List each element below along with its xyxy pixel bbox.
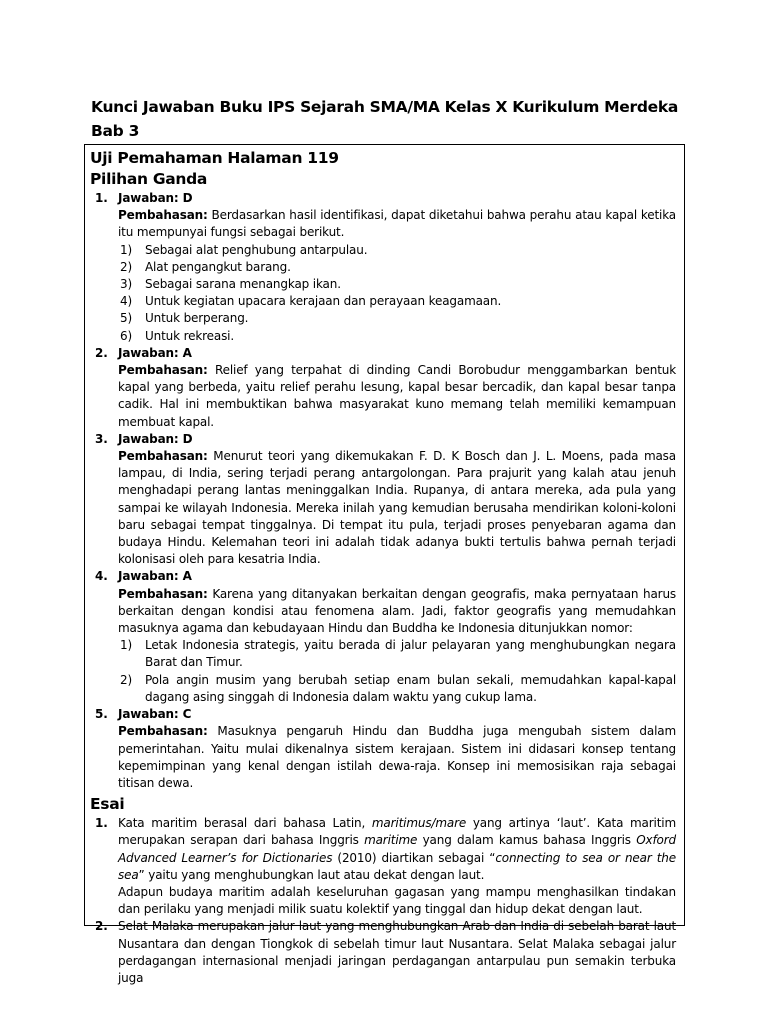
- esai-question-2: [90, 918, 676, 987]
- list-item-text: Letak Indonesia strategis, yaitu berada di jalur pelayaran yang menghubungkan negara Barat dan Timur.: [145, 638, 676, 670]
- explanation-text: Karena yang ditanyakan berkaitan dengan geografis, maka pernyataan harus berkaitan dengan kondisi atau fenomena alam. Jadi, faktor geografis yang memudahkan masuknya agama dan kebudayaan Hindu dan Buddha ke Indonesia ditunjukkan nomor:: [118, 586, 676, 636]
- list-item: [118, 328, 676, 345]
- text-run: yang artinya ‘laut’. Kata maritim merupakan serapan dari bahasa Inggris: [118, 816, 677, 848]
- explanation-text: Menurut teori yang dikemukakan F. D. K Bosch dan J. L. Moens, pada masa lampau, di India, sering terjadi perang antargolongan. Para prajurit yang kalah atau jenuh menghadapi perang lantas meninggalkan India. Rupanya, di antara mereka, ada pula yang sampai ke wilayah Indonesia. Mereka inilah yang kemudian berusaha mendirikan koloni-koloni baru sebagai tempat tinggalnya. Di tempat itu pula, terjadi proses penyebaran agama dan budaya Hindu. Kelemahan teori ini adalah tidak adanya bukti tertulis bahwa pernah terjadi kolonisasi oleh para kesatria India.: [118, 449, 676, 567]
- italic-term: maritimus/mare: [371, 816, 467, 831]
- italic-term: Oxford Advanced Learner’s for Dictionaries: [118, 833, 676, 865]
- answer-label: Jawaban: A: [118, 345, 192, 360]
- text-run: Kata maritim berasal dari bahasa Latin,: [118, 816, 372, 831]
- explanation: [118, 723, 676, 792]
- list-item-text: Sebagai sarana menangkap ikan.: [145, 277, 341, 292]
- content-box: [84, 144, 685, 985]
- list-item-number: 4): [120, 294, 133, 309]
- question-number: 1.: [95, 816, 108, 831]
- text-run: yang dalam kamus bahasa Inggris: [417, 833, 637, 848]
- question-2: [90, 345, 676, 431]
- list-item: [118, 310, 676, 327]
- title-line-2: Bab 3: [91, 122, 140, 140]
- pembahasan-label: Pembahasan:: [118, 449, 208, 464]
- question-number: 2.: [95, 345, 108, 360]
- question-number: 2.: [95, 919, 108, 934]
- text-run: (2010) diartikan sebagai “: [332, 850, 496, 865]
- section-subheading: Pilihan Ganda: [90, 170, 208, 188]
- list-item-number: 3): [120, 277, 133, 292]
- question-number: 3.: [95, 431, 108, 446]
- question-number: 1.: [95, 191, 108, 205]
- answer-label: Jawaban: D: [118, 191, 193, 205]
- esai-answer: Selat Malaka merupakan jalur laut yang menghubungkan Arab dan India di sebelah barat laut Nusantara dan dengan Tiongkok di sebelah timur laut Nusantara. Selat Malaka sebagai jalur perdagangan internasional menjadi jaringan perdagangan antarpulau pun semakin terbuka juga: [118, 919, 676, 985]
- answer-label: Jawaban: D: [118, 431, 193, 446]
- list-item-text: Alat pengangkut barang.: [145, 259, 291, 274]
- explanation: [118, 448, 676, 568]
- pembahasan-label: Pembahasan:: [118, 208, 208, 223]
- list-item-number: 1): [120, 242, 133, 257]
- esai-answer: [118, 815, 676, 884]
- pembahasan-label: Pembahasan:: [118, 586, 208, 601]
- explanation: [118, 207, 676, 241]
- list-item: [118, 293, 676, 310]
- question-1: [90, 190, 676, 345]
- list-item-number: 1): [120, 638, 133, 653]
- esai-question-1: [90, 815, 676, 918]
- list-item-text: Untuk kegiatan upacara kerajaan dan perayaan keagamaan.: [145, 294, 502, 309]
- list-item-number: 5): [120, 311, 133, 326]
- list-item: [118, 276, 676, 293]
- answer-label: Jawaban: C: [118, 707, 192, 722]
- question-number: 4.: [95, 569, 108, 584]
- title-line-1: Kunci Jawaban Buku IPS Sejarah SMA/MA Kelas X Kurikulum Merdeka: [91, 98, 679, 116]
- list-item-text: Sebagai alat penghubung antarpulau.: [145, 242, 368, 257]
- list-item-number: 6): [120, 328, 133, 343]
- esai-answer-paragraph-2: Adapun budaya maritim adalah keseluruhan gagasan yang mampu menghasilkan tindakan dan perilaku yang menjadi milik suatu kolektif yang tinggal dan hidup dekat dengan laut.: [118, 884, 676, 917]
- question-3: [90, 431, 676, 569]
- document-title: [91, 95, 678, 143]
- list-item: [118, 672, 676, 706]
- question-4: [90, 568, 676, 706]
- section-heading: Uji Pemahaman Halaman 119: [90, 149, 339, 167]
- explanation: [118, 362, 676, 431]
- explanation-text: Masuknya pengaruh Hindu dan Buddha juga mengubah sistem dalam pemerintahan. Yaitu mulai dikenalnya sistem kerajaan. Sistem ini didasari konsep tentang kepemimpinan yang kenal dengan istilah dewa-raja. Konsep ini memosisikan raja sebagai titisan dewa.: [118, 724, 676, 790]
- answer-label: Jawaban: A: [118, 569, 192, 584]
- italic-term: connecting to sea or near the sea: [118, 850, 676, 882]
- list-item-number: 2): [120, 259, 133, 274]
- list-item: [118, 259, 676, 276]
- text-run: ” yaitu yang menghubungkan laut atau dekat dengan laut.: [138, 867, 485, 882]
- list-item-number: 2): [120, 672, 133, 687]
- list-item: [118, 637, 676, 671]
- list-item-text: Untuk rekreasi.: [145, 328, 235, 343]
- list-item: [118, 242, 676, 259]
- explanation-text: Berdasarkan hasil identifikasi, dapat diketahui bahwa perahu atau kapal ketika itu mempunyai fungsi sebagai berikut.: [118, 208, 676, 240]
- list-item-text: Untuk berperang.: [145, 311, 249, 326]
- question-number: 5.: [95, 707, 108, 722]
- list-item-text: Pola angin musim yang berubah setiap enam bulan sekali, memudahkan kapal-kapal dagang asing singgah di Indonesia dalam waktu yang cukup lama.: [145, 672, 676, 704]
- pembahasan-label: Pembahasan:: [118, 724, 208, 739]
- explanation: [118, 586, 676, 638]
- pembahasan-label: Pembahasan:: [118, 363, 208, 378]
- explanation-text: Relief yang terpahat di dinding Candi Borobudur menggambarkan bentuk kapal yang berbeda, yaitu relief perahu lesung, kapal besar bercadik, dan kapal besar tanpa cadik. Hal ini membuktikan bahwa masyarakat kuno memang telah memiliki kemampuan membuat kapal.: [118, 363, 677, 429]
- italic-term: maritime: [364, 833, 418, 848]
- question-5: [90, 706, 676, 792]
- esai-heading: Esai: [90, 795, 125, 814]
